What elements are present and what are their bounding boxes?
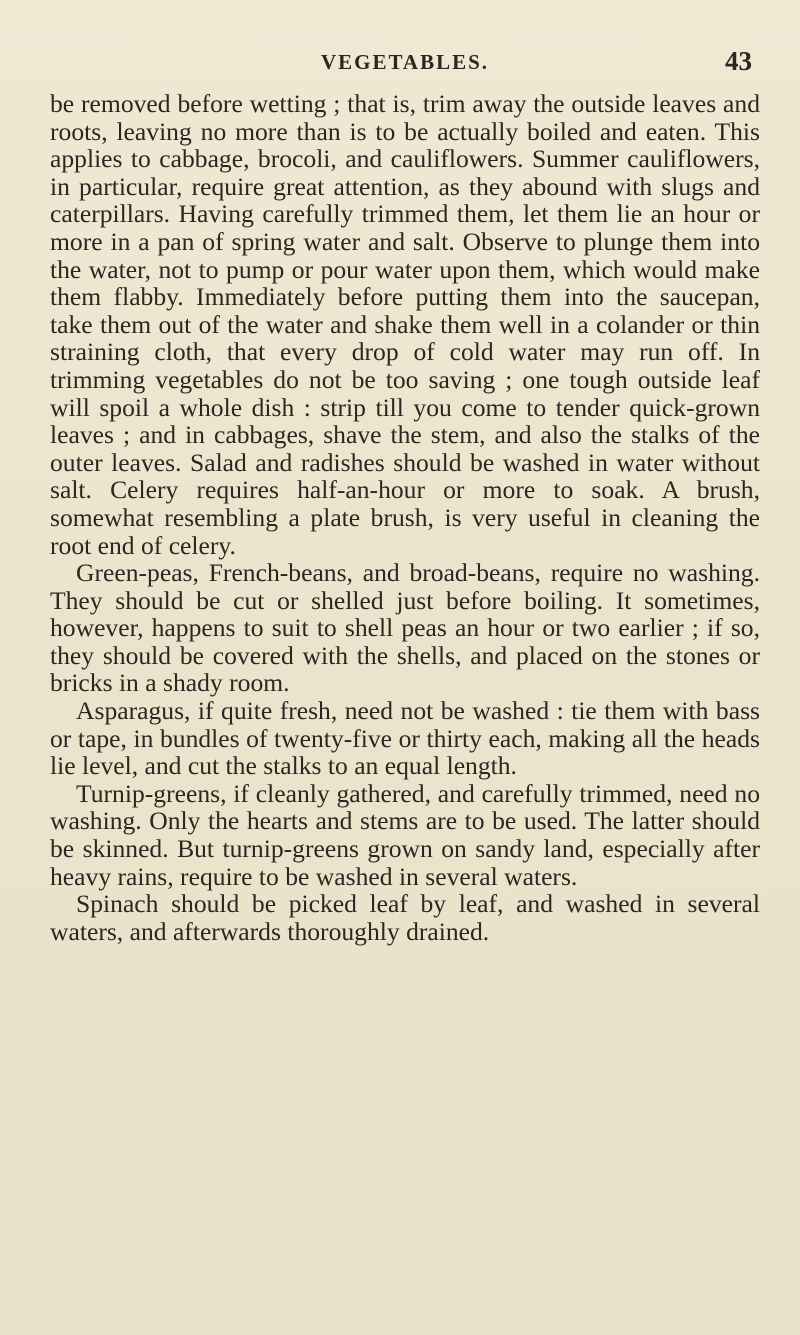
- body-text: [50, 90, 760, 945]
- page-number: 43: [725, 46, 752, 76]
- paragraph-trimming: be removed before wetting ; that is, trim away the outside leaves and roots, leaving no more than is to be actually boiled and eaten. This applies to cabbage, brocoli, and cauliflowers. Summer cauliflowers, in particular, require great attention, as they abound with slugs and caterpillars. Having carefully trimmed them, let them lie an hour or more in a pan of spring water and salt. Observe to plunge them into the water, not to pump or pour water upon them, which would make them flabby. Immediately before putting them into the saucepan, take them out of the water and shake them well in a colander or thin straining cloth, that every drop of cold water may run off. In trimming vegetables do not be too saving ; one tough outside leaf will spoil a whole dish : strip till you come to tender quick-grown leaves ; and in cabbages, shave the stem, and also the stalks of the outer leaves. Salad and radishes should be washed in water without salt. Celery requires half-an-hour or more to soak. A brush, somewhat resembling a plate brush, is very useful in cleaning the root end of celery.: [50, 89, 760, 560]
- running-title: VEGETABLES.: [320, 50, 490, 74]
- paragraph-peas-beans: Green-peas, French-beans, and broad-beans, require no washing. They should be cut or shelled just before boiling. It sometimes, however, happens to suit to shell peas an hour or two earlier ; if so, they should be covered with the shells, and placed on the stones or bricks in a shady room.: [50, 558, 760, 698]
- paragraph-asparagus: Asparagus, if quite fresh, need not be washed : tie them with bass or tape, in bundles of twenty-five or thirty each, making all the heads lie level, and cut the stalks to an equal length.: [50, 696, 760, 781]
- running-head: [50, 40, 760, 80]
- paragraph-turnip-greens: Turnip-greens, if cleanly gathered, and carefully trimmed, need no washing. Only the hearts and stems are to be used. The latter should be skinned. But turnip-greens grown on sandy land, especially after heavy rains, require to be washed in several waters.: [50, 778, 760, 891]
- paragraph-spinach: Spinach should be picked leaf by leaf, and washed in several waters, and afterwards thoroughly drained.: [50, 889, 760, 946]
